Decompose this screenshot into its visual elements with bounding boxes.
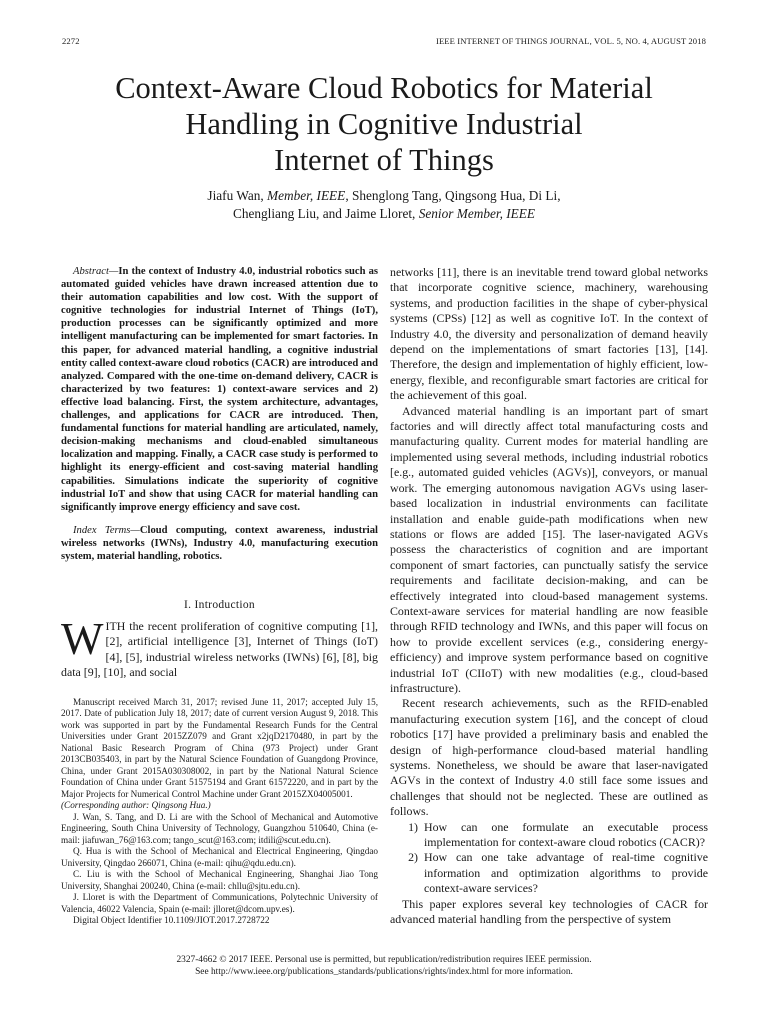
journal-header: IEEE INTERNET OF THINGS JOURNAL, VOL. 5, NO. 4, AUGUST 2018 bbox=[436, 36, 706, 46]
right-column bbox=[390, 265, 708, 927]
abstract-lead: Abstract— bbox=[73, 266, 119, 277]
question-list bbox=[390, 820, 708, 897]
list-item bbox=[390, 820, 708, 851]
index-terms bbox=[61, 524, 378, 563]
body-paragraph: Recent research achievements, such as the RFID-enabled manufacturing execution system [16], and the concept of cloud robotics [17] have provided a preliminary basis and enabled the design of high-performance cloud-based material handling systems. Nonetheless, we should be aware that laser-navigated AGVs in the context of Industry 4.0 still face some issues and challenges that should not be neglected. These are outlined as follows. bbox=[390, 696, 708, 819]
paper-title bbox=[60, 70, 708, 178]
left-column bbox=[61, 265, 378, 927]
list-number: 2) bbox=[408, 850, 418, 865]
footnote-affiliation: J. Lloret is with the Department of Communications, Polytechnic University of Valencia, 46022 Valencia, Spain (e-mail: jlloret@dcom.upv.es). bbox=[61, 892, 378, 914]
drop-cap: W bbox=[61, 614, 104, 665]
author-text: Jiafu Wan, bbox=[207, 188, 268, 203]
author-text: , Shenglong Tang, Qingsong Hua, Di Li, bbox=[345, 188, 561, 203]
title-line: Handling in Cognitive Industrial bbox=[185, 107, 583, 141]
author-text: Chengliang Liu, and Jaime Lloret, bbox=[232, 206, 419, 221]
list-text: How can one take advantage of real-time cognitive information and optimization algorithms to provide context-aware services? bbox=[424, 850, 708, 896]
body-paragraph: Advanced material handling is an important part of smart factories and will directly affect total manufacturing costs and manufacturing quality. Current modes for material handling are implemented using several methods, including industrial robotics [e.g., automated guided vehicles (AGVs)], conveyors, or manual work. The emerging autonomous navigation AGVs using laser-based localization in industrial environments can facilitate installation and enable guide-path modifications when new stations or flows are added [15]. The laser-navigated AGVs possess the characteristics of cognition and are important component of smart factories, can punctually satisfy the service requirements and facilitate decision-making, and can be effectively integrated into cloud-based management systems. Context-aware services for material handling are now feasible through RFID technology and IWNs, and this paper will focus on how to provide excellent services (e.g., considering energy-efficiency) and improve system performance based on cognitive industrial IoT (CIIoT) with new modalities (e.g., cloud-based infrastructure). bbox=[390, 403, 708, 695]
author-list bbox=[60, 187, 708, 223]
footnote-manuscript bbox=[61, 697, 378, 812]
abstract bbox=[61, 265, 378, 514]
footer-line: 2327-4662 © 2017 IEEE. Personal use is permitted, but republication/redistribution requires IEEE permission. bbox=[176, 955, 592, 965]
title-line: Context-Aware Cloud Robotics for Material bbox=[115, 71, 653, 105]
footnote-affiliation: J. Wan, S. Tang, and D. Li are with the School of Mechanical and Automotive Engineering, South China University of Technology, Guangzhou 510640, China (e-mail: jiafuwan_76@163.com; tango_scut@163.com; itdili@scut.edu.cn). bbox=[61, 811, 378, 845]
list-text: How can one formulate an executable process implementation for context-aware cloud robotics (CACR)? bbox=[424, 819, 708, 850]
page-number: 2272 bbox=[62, 36, 80, 46]
copyright-footer bbox=[60, 954, 708, 978]
author-membership: Senior Member, IEEE bbox=[418, 206, 536, 221]
list-number: 1) bbox=[408, 819, 418, 834]
footnote-affiliation: Q. Hua is with the School of Mechanical and Electrical Engineering, Qingdao University, Qingdao 266071, China (e-mail: qihu@qdu.edu.cn). bbox=[61, 846, 378, 868]
corresponding-author: (Corresponding author: Qingsong Hua.) bbox=[61, 800, 211, 811]
footnote-doi: Digital Object Identifier 10.1109/JIOT.2017.2728722 bbox=[73, 915, 270, 926]
title-line: Internet of Things bbox=[274, 143, 494, 177]
footnotes bbox=[61, 697, 378, 927]
index-terms-text: Cloud computing, context awareness, industrial wireless networks (IWNs), Industry 4.0, manufacturing execution system, material handling, robotics. bbox=[61, 524, 378, 562]
intro-text: ITH the recent proliferation of cognitive computing [1], [2], artificial intelligence [3], Internet of Things (IoT) [4], [5], industrial wireless networks (IWNs) [6], [8], big data [9], [10], and social bbox=[61, 619, 378, 680]
intro-paragraph bbox=[61, 614, 378, 681]
index-terms-lead: Index Terms— bbox=[73, 524, 140, 536]
author-membership: Member, IEEE bbox=[267, 188, 346, 203]
footnote-affiliation: C. Liu is with the School of Mechanical Engineering, Shanghai Jiao Tong University, Shanghai 200240, China (e-mail: chllu@sjtu.edu.cn). bbox=[61, 869, 378, 891]
abstract-text: In the context of Industry 4.0, industrial robotics such as automated guided vehicles have drawn increased attention due to their automation capabilities and low cost. With the support of cognitive technologies for industrial Internet of Things (IoT), production processes can be significantly optimized and more intelligent manufacturing can be implemented for smart factories. In this paper, for advanced material handling, a cognitive industrial entity called context-aware cloud robotics (CACR) are introduced and analyzed. Compared with the one-time on-demand delivery, CACR is characterized by two features: 1) context-aware services and 2) effective load balancing. First, the system architecture, advantages, challenges, and applications for CACR are introduced. Then, fundamental functions for material handling are articulated, namely, decision-making mechanisms and cloud-enabled simultaneous localization and mapping. Finally, a CACR case study is performed to highlight its energy-efficient and cost-saving material handling capabilities. Simulations indicate the superiority of cognitive industrial IoT and show that using CACR for material handling can significantly improve energy efficiency and save cost. bbox=[61, 266, 378, 513]
section-heading: I. Introduction bbox=[184, 599, 255, 612]
list-item bbox=[390, 850, 708, 896]
footer-line: See http://www.ieee.org/publications_standards/publications/rights/index.html for more information. bbox=[195, 967, 573, 977]
body-paragraph: This paper explores several key technologies of CACR for advanced material handling from the perspective of system bbox=[390, 896, 708, 927]
body-paragraph: networks [11], there is an inevitable trend toward global networks that incorporate cognitive science, machinery, warehousing systems, and production facilities in the shape of cyber-physical systems (CPSs) [12] as well as cognitive IoT. In the context of Industry 4.0, the diversity and personalization of demand heavily depend on the implementations of smart factories [13], [14]. Therefore, the design and implementation of highly efficient, low-energy, flexible, and reconfigurable smart factories are critical for the achievement of this goal. bbox=[390, 265, 708, 403]
footnote-text: Manuscript received March 31, 2017; revised June 11, 2017; accepted July 15, 2017. Date of publication July 18, 2017; date of current version August 9, 2018. This work was supported in part by the Fundamental Research Funds for the Central Universities under Grant 2015ZZ079 and Grant x2jqD2170480, in part by the National Basic Research Program of China (973 Project) under Grant 2013CB035403, in part by the Natural Science Foundation of Guangdong Province, China, under Grant 2015A030308002, in part by the National Natural Science Foundation of China under Grant 51575194 and Grant 61572220, and in part by the Major Projects for Numerical Control Machine under Grant 2015ZX04005001. bbox=[61, 696, 378, 799]
